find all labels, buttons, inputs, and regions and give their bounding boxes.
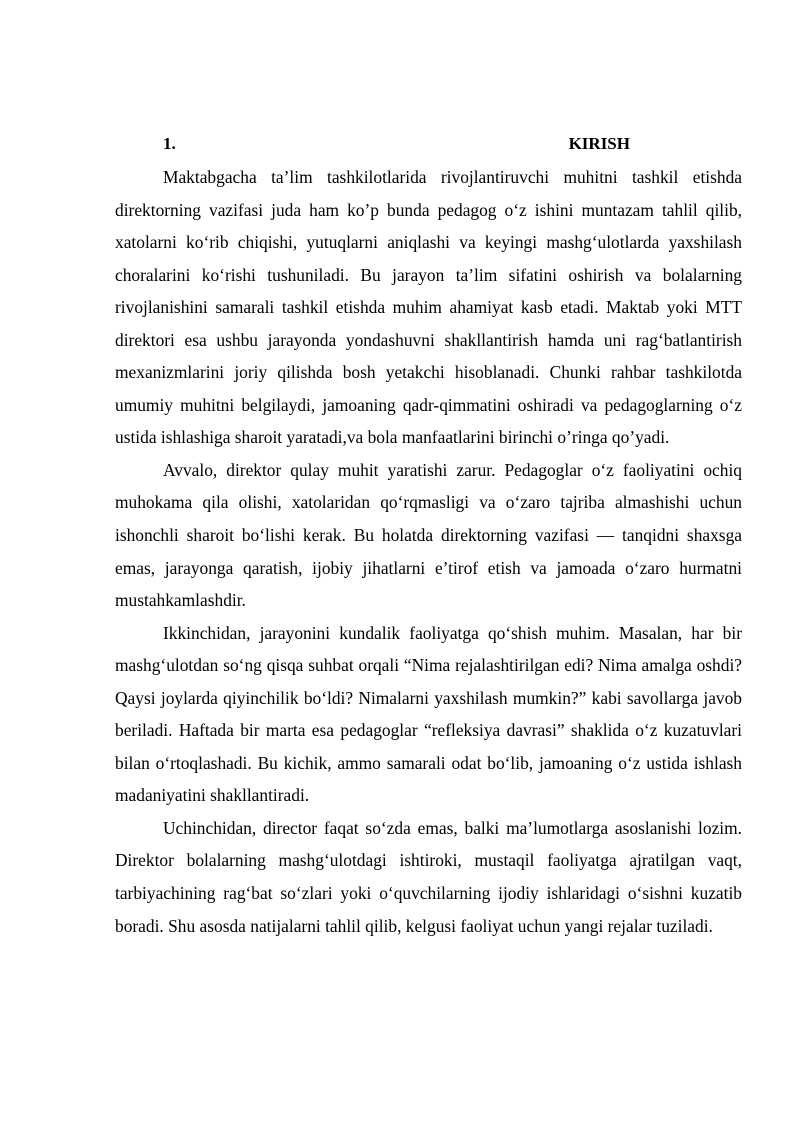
paragraph-intro: Maktabgacha ta’lim tashkilotlarida rivojlantiruvchi muhitni tashkil etishda direktorning vazifasi juda ham ko’p bunda pedagog o‘z ishini muntazam tahlil qilib, xatolarni ko‘rib chiqishi, yutuqlarni aniqlashi va keyingi mashg‘ulotlarda yaxshilash choralarini ko‘rishi tushuniladi. Bu jarayon ta’lim sifatini oshirish va bolalarning rivojlanishini samarali tashkil etishda muhim ahamiyat kasb etadi. Maktab yoki MTT direktori esa ushbu jarayonda yondashuvni shakllantirish hamda uni rag‘batlantirish mexanizmlarini joriy qilishda bosh yetakchi hisoblanadi. Chunki rahbar tashkilotda umumiy muhitni belgilaydi, jamoaning qadr-qimmatini oshiradi va pedagoglarning o‘z ustida ishlashiga sharoit yaratadi,va bola manfaatlarini birinchi o’ringa qo’yadi. [115,167,742,448]
section-number: 1. [163,134,176,153]
paragraph-third-point: Uchinchidan, director faqat so‘zda emas, balki ma’lumotlarga asoslanishi lozim. Direktor bolalarning mashg‘ulotdagi ishtiroki, mustaqil faoliyatga ajratilgan vaqt, tarbiyachining rag‘bat so‘zlari yoki o‘quvchilarning ijodiy ishlaridagi o‘sishni kuzatib boradi. Shu asosda natijalarni tahlil qilib, kelgusi faoliyat uchun yangi rejalar tuziladi. [115,817,742,936]
section-title: KIRISH [568,134,630,153]
paragraph-second-point: Ikkinchidan, jarayonini kundalik faoliyatga qo‘shish muhim. Masalan, har bir mashg‘ulotdan so‘ng qisqa suhbat orqali “Nima rejalashtirilgan edi? Nima amalga oshdi? Qaysi joylarda qiyinchilik bo‘ldi? Nimalarni yaxshilash mumkin?” kabi savollarga javob beriladi. Haftada bir marta esa pedagoglar “refleksiya davrasi” shaklida o‘z kuzatuvlari bilan o‘rtoqlashadi. Bu kichik, ammo samarali odat bo‘lib, jamoaning o‘z ustida ishlash madaniyatini shakllantiradi. [115,622,742,806]
section-heading [163,128,630,160]
paragraph-first-point: Avvalo, direktor qulay muhit yaratishi zarur. Pedagoglar o‘z faoliyatini ochiq muhokama qila olishi, xatolaridan qo‘rqmasligi va o‘zaro tajriba almashishi uchun ishonchli sharoit bo‘lishi kerak. Bu holatda direktorning vazifasi — tanqidni shaxsga emas, jarayonga qaratish, ijobiy jihatlarni e’tirof etish va jamoada o‘zaro hurmatni mustahkamlashdir. [115,459,742,611]
body-text [115,161,742,942]
